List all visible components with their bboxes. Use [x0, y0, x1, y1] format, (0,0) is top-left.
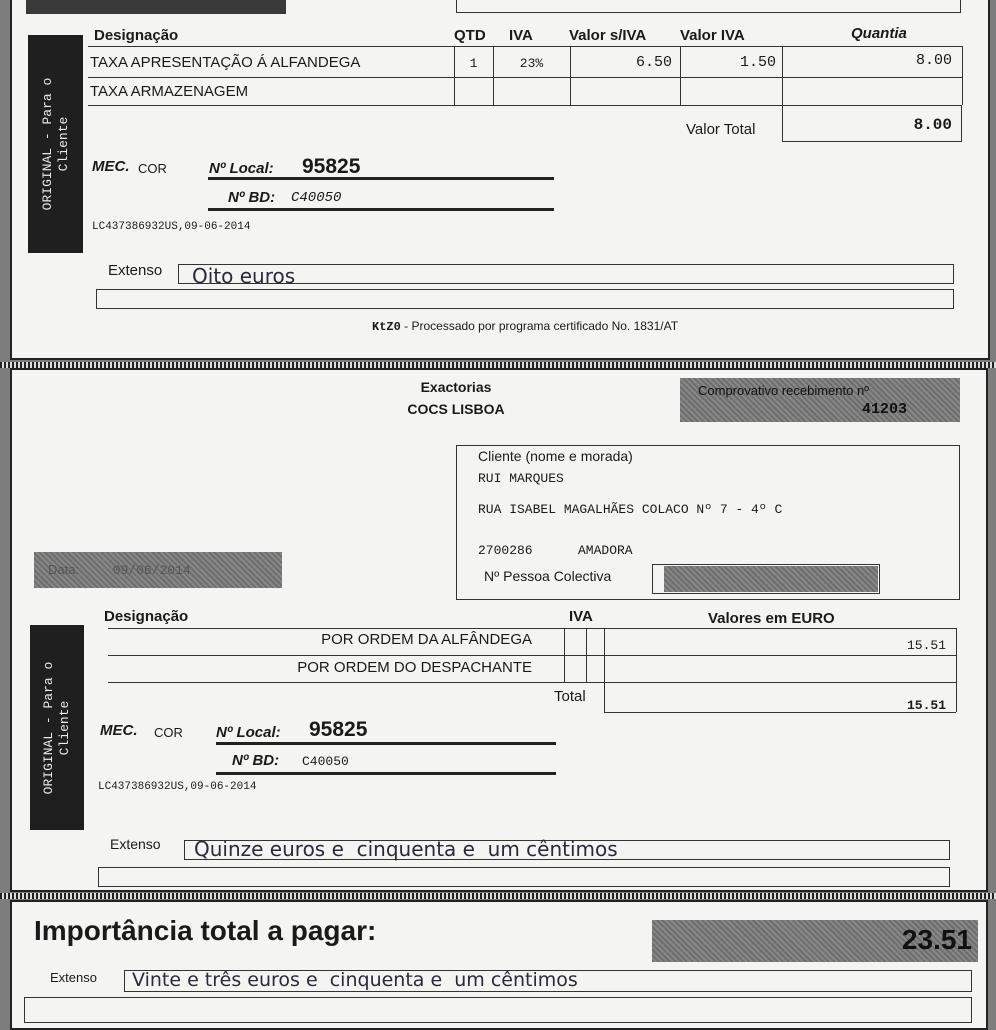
table-line — [564, 628, 565, 682]
footer-certification — [372, 319, 678, 334]
table-line — [586, 628, 587, 682]
top-box-remnant — [456, 0, 961, 13]
summary-extenso-label: Extenso — [50, 970, 97, 985]
row-designacao: POR ORDEM DO DESPACHANTE — [297, 659, 532, 676]
table-line — [108, 655, 956, 656]
receipt-1 — [10, 0, 990, 360]
cliente-address: RUA ISABEL MAGALHÃES COLACO Nº 7 - 4º C — [478, 502, 783, 517]
data-label — [48, 562, 191, 578]
tracking-number: LC437386932US,09-06-2014 — [92, 221, 251, 233]
row-designacao: TAXA APRESENTAÇÃO Á ALFANDEGA — [90, 54, 361, 71]
original-side-label: ORIGINAL - Para o Cliente — [28, 35, 83, 253]
col-header-designacao: Designação — [104, 608, 189, 625]
col-header-iva: IVA — [509, 27, 533, 44]
local-label: Nº Local: — [216, 724, 281, 741]
total-label: Total — [554, 688, 586, 705]
office-line-2: COCS LISBOA — [407, 401, 505, 417]
row-designacao: POR ORDEM DA ALFÂNDEGA — [321, 631, 532, 648]
receipt-2 — [10, 368, 988, 892]
local-value: 95825 — [309, 718, 368, 741]
mec-label: MEC. — [92, 158, 130, 175]
summary-value: 23.51 — [901, 924, 972, 955]
bd-label: Nº BD: — [228, 189, 276, 206]
extenso-label: Extenso — [108, 262, 163, 279]
col-header-quantia: Quantia — [851, 25, 907, 42]
col-header-valores: Valores em EURO — [708, 610, 835, 627]
local-underline — [208, 177, 554, 180]
original-side-label: ORIGINAL - Para o Cliente — [30, 625, 84, 830]
row-designacao: TAXA ARMAZENAGEM — [90, 83, 249, 100]
footer-code: KtZ0 — [372, 320, 401, 334]
row-valor: 15.51 — [906, 638, 946, 653]
office-line-1: Exactorias — [420, 379, 492, 395]
mec-value: COR — [138, 161, 167, 176]
cliente-city: AMADORA — [578, 543, 633, 558]
perforation — [0, 893, 996, 899]
cliente-name: RUI MARQUES — [478, 471, 564, 486]
comprovativo-number: 41203 — [862, 401, 908, 418]
comprovativo-label: Comprovativo recebimento nº — [698, 383, 869, 398]
row-iva: 23% — [519, 56, 544, 71]
table-line — [108, 628, 956, 629]
col-header-designacao: Designação — [94, 27, 179, 44]
summary-extenso-box-line2 — [24, 997, 972, 1023]
nif-shade — [664, 566, 878, 592]
extenso-label: Extenso — [110, 836, 161, 852]
top-shade-remnant — [26, 0, 286, 14]
bd-value: C40050 — [302, 754, 349, 769]
summary-panel — [10, 900, 988, 1030]
extenso-value: Quinze euros e cinquenta e um cêntimos — [194, 837, 618, 861]
col-header-iva: IVA — [569, 608, 593, 625]
extenso-box-line2 — [96, 289, 954, 309]
table-line — [956, 628, 957, 712]
table-line — [454, 46, 455, 105]
total-value: 15.51 — [906, 698, 946, 713]
mec-label: MEC. — [100, 722, 138, 739]
local-underline — [216, 742, 556, 745]
data-value: 09/06/2014 — [112, 563, 191, 578]
bd-underline — [208, 208, 554, 211]
footer-text: - Processado por programa certificado No. 1831/AT — [400, 319, 679, 333]
summary-title: Importância total a pagar: — [34, 915, 377, 946]
cliente-label: Cliente (nome e morada) — [478, 448, 633, 464]
cliente-postal-code: 2700286 — [478, 543, 533, 558]
bd-underline — [216, 772, 556, 775]
local-label: Nº Local: — [209, 160, 274, 177]
table-line — [962, 46, 963, 105]
col-header-valor-iva: Valor IVA — [680, 27, 745, 44]
total-value: 8.00 — [913, 116, 952, 134]
bd-value: C40050 — [291, 190, 342, 206]
row-quantia: 8.00 — [915, 52, 952, 69]
col-header-valor-s-iva: Valor s/IVA — [569, 27, 647, 44]
bd-label: Nº BD: — [232, 752, 280, 769]
table-line — [108, 682, 956, 683]
extenso-value: Oito euros — [192, 264, 296, 288]
table-line — [88, 77, 962, 78]
local-value: 95825 — [302, 155, 361, 178]
mec-value: COR — [154, 725, 183, 740]
table-line — [493, 46, 494, 105]
row-valor-s-iva: 6.50 — [635, 54, 672, 71]
row-valor-iva: 1.50 — [739, 54, 776, 71]
summary-extenso-value: Vinte e três euros e cinquenta e um cêntimos — [132, 969, 578, 991]
row-qtd: 1 — [469, 56, 478, 71]
extenso-box-line2 — [98, 867, 950, 887]
tracking-number: LC437386932US,09-06-2014 — [98, 781, 257, 793]
nif-label: Nº Pessoa Colectiva — [484, 568, 612, 584]
total-label: Valor Total — [686, 121, 756, 138]
data-label-text: Data: — [48, 562, 80, 577]
col-header-qtd: QTD — [454, 27, 486, 44]
table-line — [604, 628, 605, 712]
table-line — [88, 46, 962, 47]
